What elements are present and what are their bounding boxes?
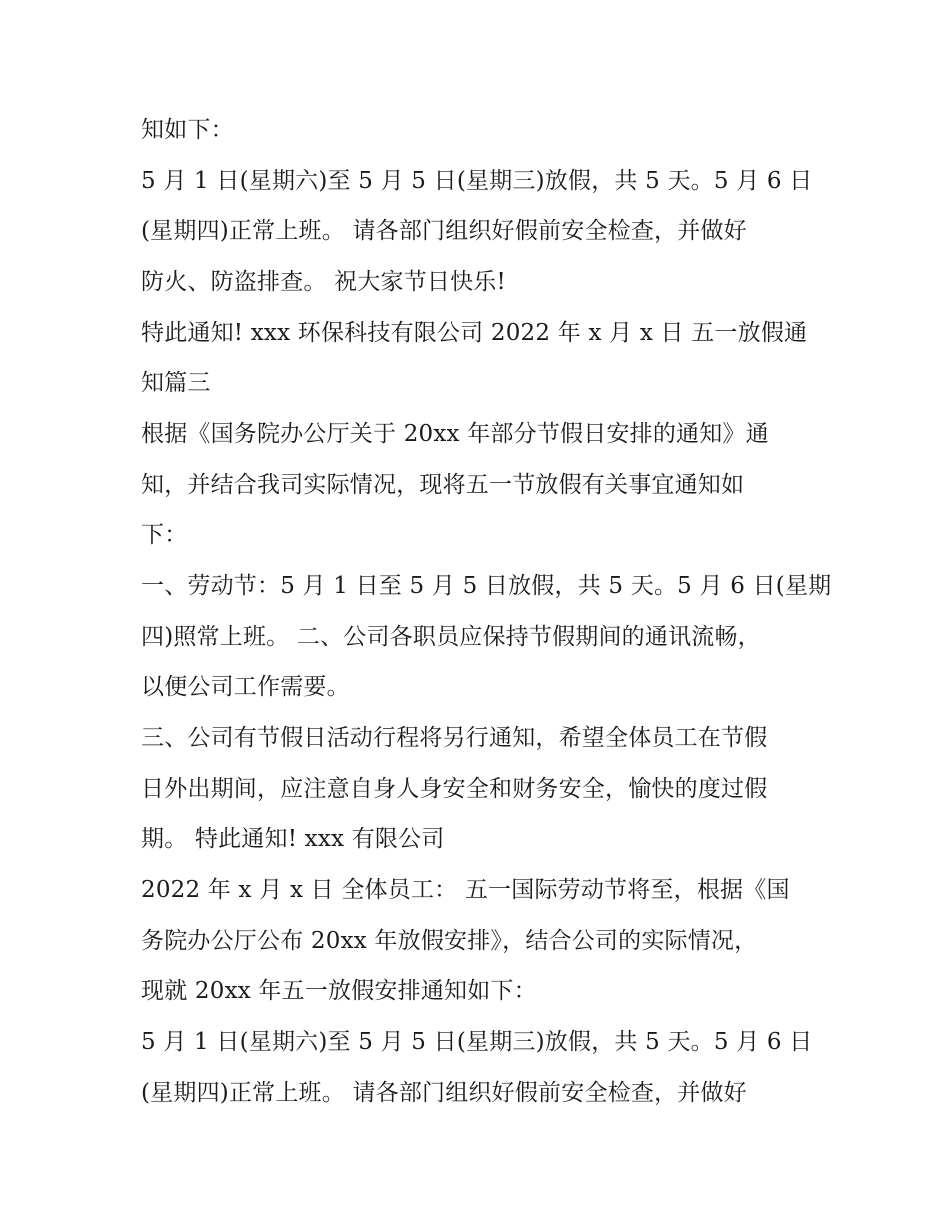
text-line: 5 月 1 日(星期六)至 5 月 5 日(星期三)放假，共 5 天。5 月 6 日 [141,168,813,194]
text-line: 2022 年 x 月 x 日 全体员工： 五一国际劳动节将至，根据《国 [141,877,790,903]
text-line: 知如下： [141,117,234,143]
text-line: 知篇三 [141,370,211,396]
text-line: 5 月 1 日(星期六)至 5 月 5 日(星期三)放假，共 5 天。5 月 6 日 [141,1029,813,1055]
text-line: 知，并结合我司实际情况，现将五一节放假有关事宜通知如 [141,472,745,498]
text-line: 四)照常上班。 二、公司各职员应保持节假期间的通讯流畅， [141,624,761,650]
text-line: 三、公司有节假日活动行程将另行通知，希望全体员工在节假 [141,725,768,751]
text-line: 下： [141,522,188,548]
text-line: 以便公司工作需要。 [141,674,350,700]
text-line: 期。 特此通知! xxx 有限公司 [141,826,445,852]
text-line: (星期四)正常上班。 请各部门组织好假前安全检查，并做好 [141,218,747,244]
text-line: 防火、防盗排查。 祝大家节日快乐! [141,269,506,295]
text-line: 现就 20xx 年五一放假安排通知如下： [141,978,537,1004]
text-line: 务院办公厅公布 20xx 年放假安排》，结合公司的实际情况， [141,928,758,954]
text-line: 特此通知! xxx 环保科技有限公司 2022 年 x 月 x 日 五一放假通 [141,320,808,346]
text-line: 一、劳动节：5 月 1 日至 5 月 5 日放假，共 5 天。5 月 6 日(星期 [141,573,832,599]
text-line: (星期四)正常上班。 请各部门组织好假前安全检查，并做好 [141,1080,747,1106]
text-line: 日外出期间，应注意自身人身安全和财务安全，愉快的度过假 [141,776,768,802]
text-line: 根据《国务院办公厅关于 20xx 年部分节假日安排的通知》通 [141,421,769,447]
